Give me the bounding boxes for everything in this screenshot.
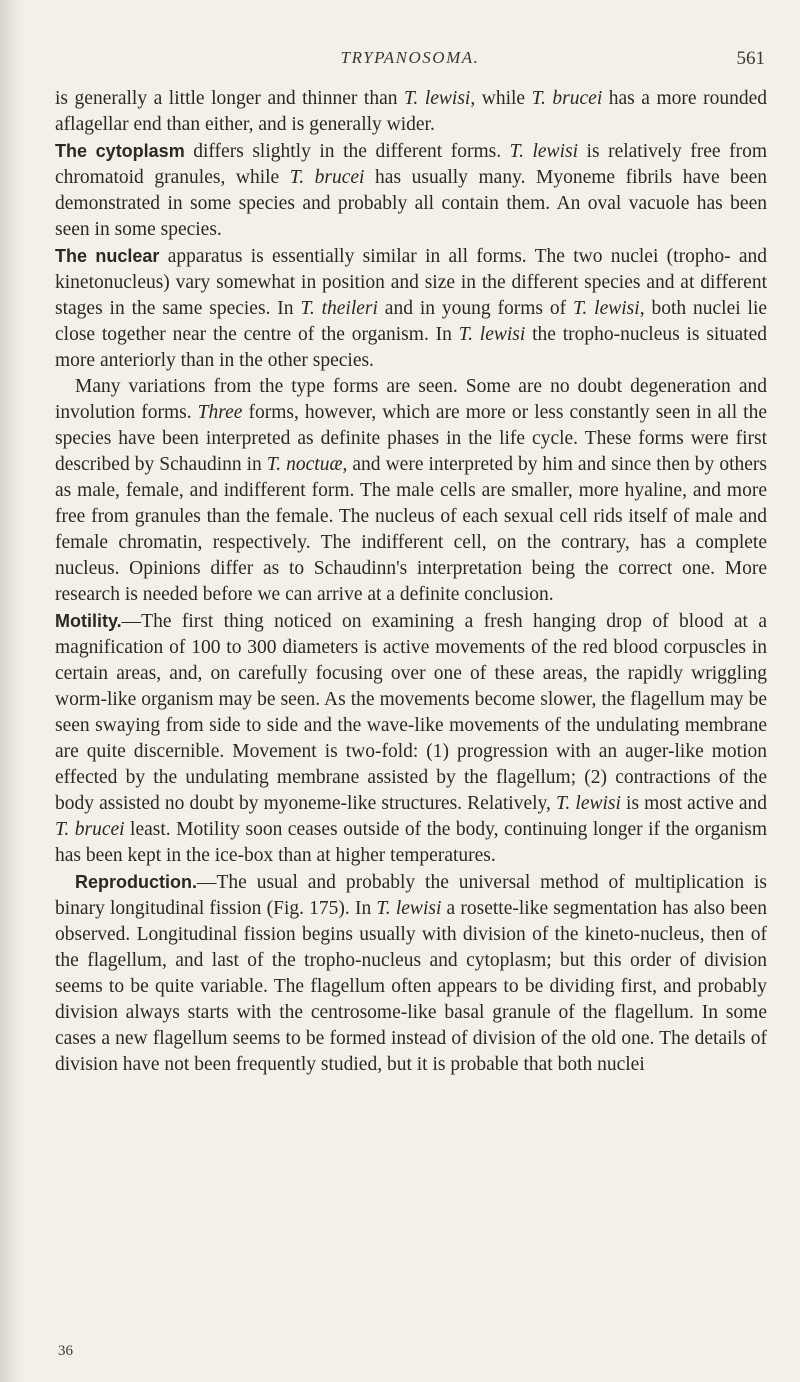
- paragraph-cytoplasm: [55, 138, 767, 243]
- species-name: T. noctuæ: [266, 454, 343, 475]
- page-number: 561: [736, 48, 765, 69]
- text-run: a rosette-like segmentation has also been observed. Longitudinal fission begins usually with division of the kineto-nucleus, then of the flagellum, and last of the tropho-nucleus and cytoplasm; but this order of division seems to be quite variable. The flagellum often appears to be dividing first, and probably division always starts with the centrosome-like basal granule of the flagellum. In some cases a new flagellum seems to be formed instead of division of the old one. The details of division have not been frequently studied, but it is probable that both nuclei: [55, 898, 768, 1075]
- text-run: is generally a little longer and thinner than: [55, 88, 405, 109]
- paragraph-motility: [55, 608, 767, 869]
- text-run: forms, however, which are more or less constantly seen in all the species have been interpreted as definite phases in the life cycle. These forms were first described by Schaudinn in: [55, 402, 767, 475]
- species-name: T. brucei: [531, 88, 603, 109]
- species-name: T. brucei: [289, 167, 365, 188]
- text-run: , both nuclei lie close together near the centre of the organism. In: [55, 298, 768, 345]
- species-name: T. lewisi: [458, 324, 526, 345]
- text-run: —The first thing noticed on examining a fresh hanging drop of blood at a magnification of 100 to 300 diameters is active movements of the red blood corpuscles in certain areas, and, on carefully focusing over one of these areas, the rapidly wriggling worm-like organism may be seen. As the movements become slower, the flagellum may be seen swaying from side to side and the wave-like movements of the undulating membrane are quite discernible. Movement is two-fold: (1) progression with an auger-like motion effected by the undulating membrane assisted by the flagellum; (2) contractions of the body assisted no doubt by myoneme-like structures. Relatively,: [55, 611, 767, 814]
- species-name: T. lewisi: [556, 793, 621, 814]
- page-gutter-shadow: [0, 0, 26, 1382]
- section-heading-reproduction: Reproduction.: [75, 872, 197, 892]
- text-run: has a more rounded aflagellar end than either, and is generally wider.: [55, 88, 767, 135]
- text-run: is most active and: [620, 793, 767, 814]
- body-text: [55, 86, 767, 1078]
- paragraph-continuation: [55, 86, 767, 138]
- species-name: T. lewisi: [376, 898, 442, 919]
- text-run: differs slightly in the different forms.: [184, 141, 510, 162]
- running-title: TRYPANOSOMA.: [340, 48, 480, 67]
- section-heading-nuclear: The nuclear: [55, 246, 160, 266]
- text-run: least. Motility soon ceases outside of the body, continuing longer if the organism has been kept in the ice-box than at higher temperatures.: [55, 819, 767, 866]
- species-name: T. lewisi: [404, 88, 471, 109]
- text-run: , while: [470, 88, 532, 109]
- paragraph-nuclear: [55, 243, 767, 374]
- text-run: is relatively free from chromatoid granules, while: [55, 141, 767, 188]
- text-run: and in young forms of: [377, 298, 574, 319]
- text-run: , and were interpreted by him and since then by others as male, female, and indifferent form. The male cells are smaller, more hyaline, and more free from granules than the female. The nucleus of each sexual cell rids itself of male and female chromatin, respectively. The indifferent cell, on the contrary, has a complete nucleus. Opinions differ as to Schaudinn's interpretation being the correct one. More research is needed before we can arrive at a definite conclusion.: [55, 454, 767, 605]
- text-run: Many variations from the type forms are seen. Some are no doubt degeneration and involution forms.: [55, 376, 767, 423]
- text-run: the tropho-nucleus is situated more anteriorly than in the other species.: [55, 324, 767, 371]
- species-name: T. lewisi: [509, 141, 578, 162]
- paragraph-variations: [55, 374, 767, 608]
- section-heading-motility: Motility.: [55, 611, 122, 631]
- text-run: apparatus is essentially similar in all forms. The two nuclei (tropho- and kinetonucleus) vary somewhat in position and size in the different species and at different stages in the same species. In: [55, 246, 768, 319]
- text-run: has usually many. Myoneme fibrils have been demonstrated in some species and probably all contain them. An oval vacuole has been seen in some species.: [55, 167, 767, 240]
- emphasis: Three: [197, 402, 243, 423]
- species-name: T. lewisi: [573, 298, 640, 319]
- running-header: [55, 48, 765, 72]
- species-name: T. brucei: [55, 819, 125, 840]
- signature-mark: 36: [58, 1343, 73, 1359]
- species-name: T. theileri: [300, 298, 378, 319]
- paragraph-reproduction: [55, 869, 767, 1078]
- section-heading-cytoplasm: The cytoplasm: [55, 141, 185, 161]
- text-run: —The usual and probably the universal method of multiplication is binary longitudinal fission (Fig. 175). In: [55, 872, 767, 919]
